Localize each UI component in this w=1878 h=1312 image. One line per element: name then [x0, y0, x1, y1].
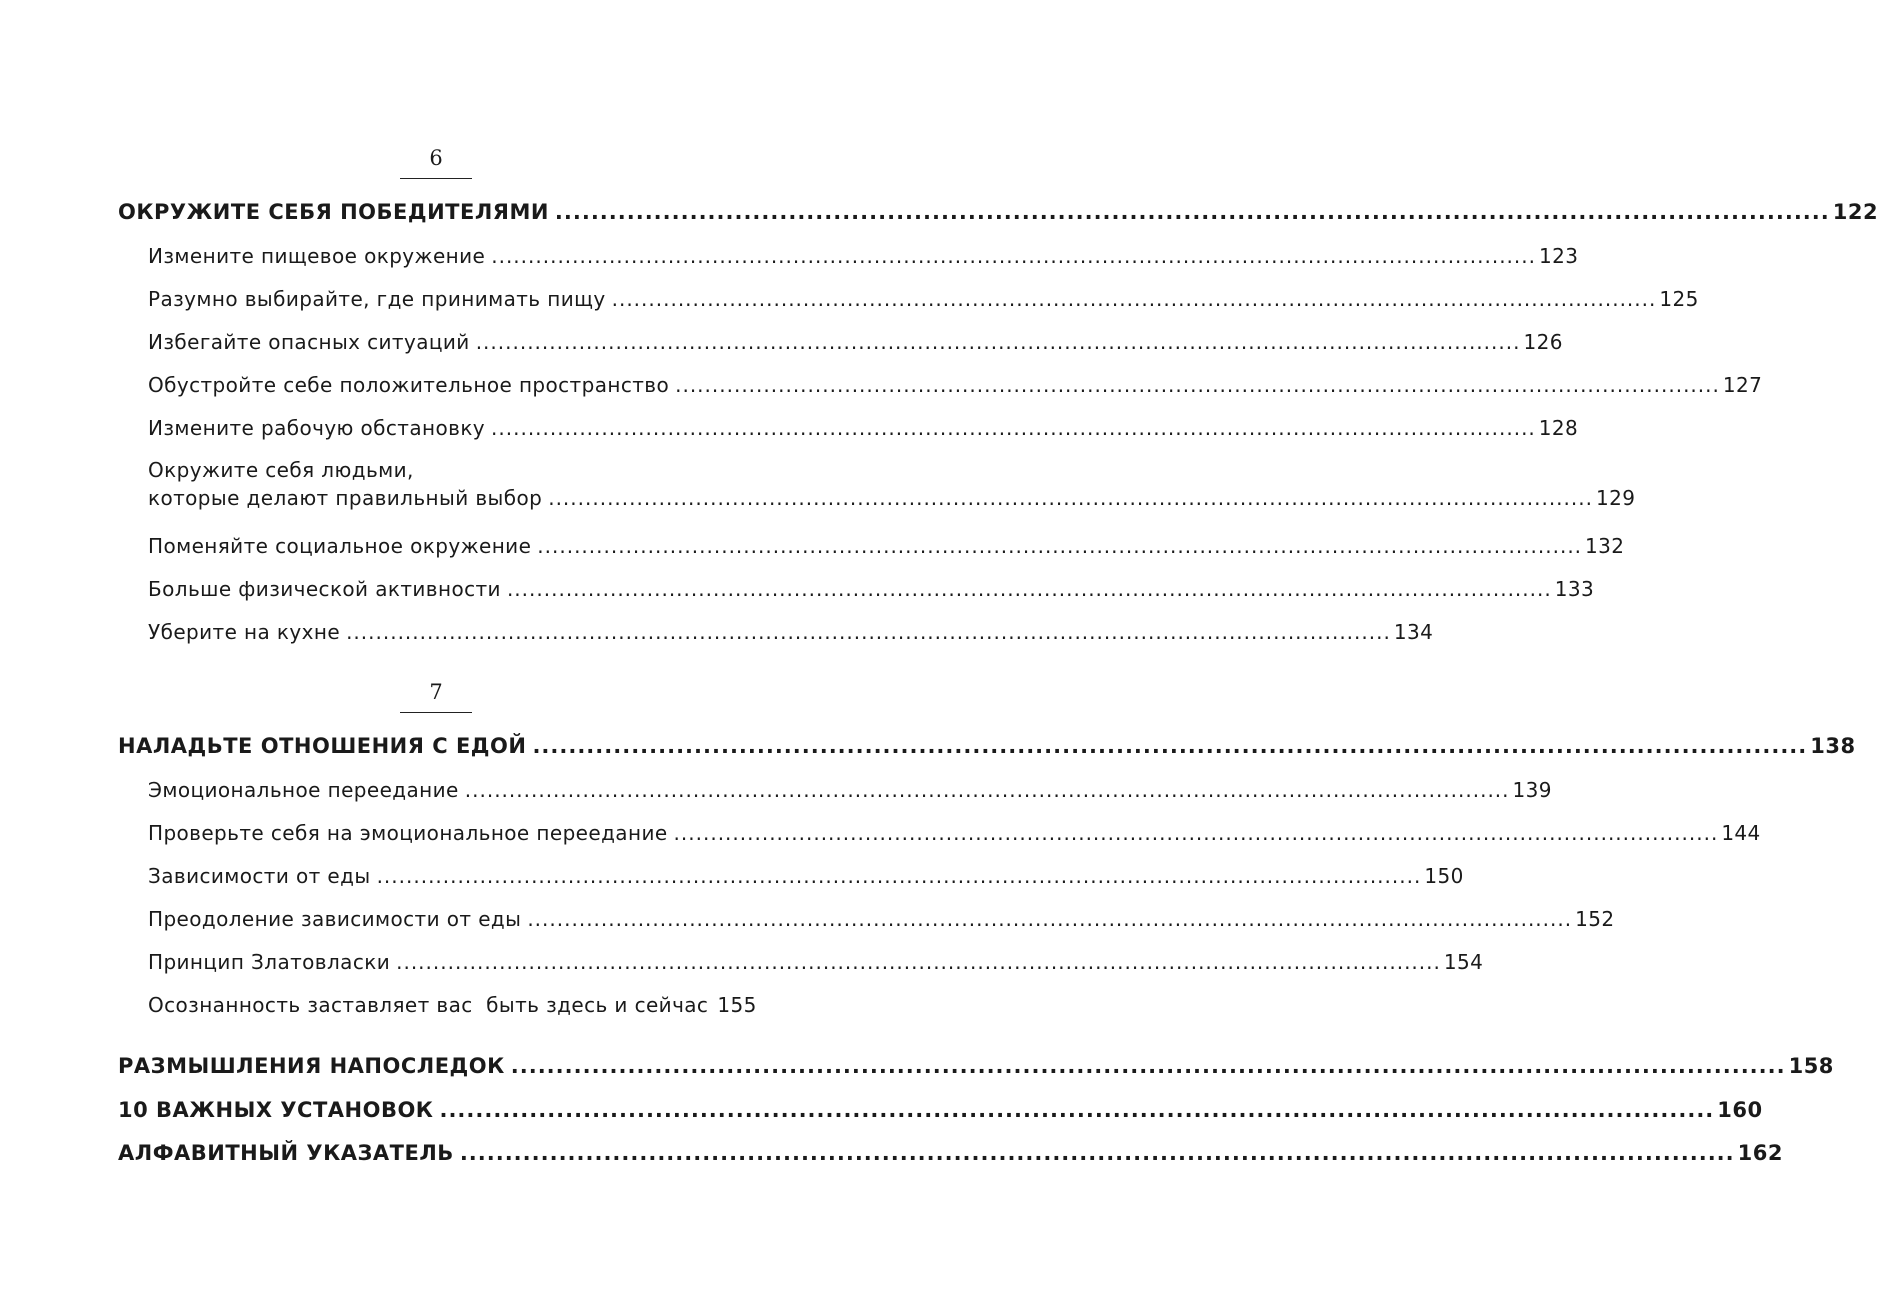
dot-leader [548, 484, 1593, 512]
chapter-divider [400, 712, 472, 713]
toc-heading-title: РАЗМЫШЛЕНИЯ НАПОСЛЕДОК [118, 1054, 505, 1078]
toc-entry[interactable] [148, 991, 757, 1019]
toc-entry[interactable] [148, 575, 1595, 603]
toc-page-number: 127 [1722, 373, 1763, 397]
toc-entry[interactable] [148, 532, 1625, 560]
toc-page-number: 129 [1595, 486, 1636, 510]
dot-leader [396, 948, 1441, 976]
toc-entry-title: Избегайте опасных ситуаций [148, 330, 470, 354]
toc-entry-title: Зависимости от еды [148, 864, 371, 888]
toc-entry[interactable] [148, 414, 1579, 442]
toc-entry-title: Больше физической активности [148, 577, 501, 601]
toc-heading-title: ОКРУЖИТЕ СЕБЯ ПОБЕДИТЕЛЯМИ [118, 200, 549, 224]
dot-leader [537, 532, 1582, 560]
toc-entry-title: Разумно выбирайте, где принимать пищу [148, 287, 606, 311]
toc-page-number: 134 [1393, 620, 1434, 644]
toc-entry-title: Измените рабочую обстановку [148, 416, 486, 440]
chapter-divider [400, 178, 472, 179]
toc-entry-title: Осознанность заставляет вас быть здесь и сейчас [148, 993, 709, 1017]
toc-page-number: 154 [1443, 950, 1484, 974]
toc-page-number: 150 [1424, 864, 1464, 888]
toc-heading-title: НАЛАДЬТЕ ОТНОШЕНИЯ С ЕДОЙ [118, 734, 527, 758]
toc-page-number: 126 [1523, 330, 1563, 354]
dot-leader [460, 1139, 1735, 1167]
dot-leader [674, 819, 1719, 847]
toc-page-number: 152 [1575, 907, 1615, 931]
toc-chapter-heading[interactable] [118, 198, 1878, 226]
toc-entry-title: Принцип Златовласки [148, 950, 391, 974]
dot-leader [675, 371, 1720, 399]
toc-entry[interactable] [148, 242, 1579, 270]
toc-entry-title: Преодоление зависимости от еды [148, 907, 522, 931]
dot-leader [511, 1052, 1786, 1080]
toc-page-number: 132 [1585, 534, 1625, 558]
dot-leader [491, 242, 1536, 270]
dot-leader [555, 198, 1830, 226]
dot-leader [532, 732, 1807, 760]
toc-entry[interactable] [148, 905, 1615, 933]
toc-page-number: 138 [1810, 734, 1856, 758]
toc-entry[interactable] [148, 371, 1763, 399]
toc-page-number: 144 [1721, 821, 1761, 845]
toc-entry-title: Проверьте себя на эмоциональное переедание [148, 821, 668, 845]
chapter-number: 7 [429, 680, 443, 704]
toc-entry[interactable] [148, 618, 1434, 646]
toc-section-heading[interactable] [118, 1139, 1783, 1167]
toc-heading-title: АЛФАВИТНЫЙ УКАЗАТЕЛЬ [118, 1141, 454, 1165]
dot-leader [491, 414, 1536, 442]
toc-page-number: 122 [1832, 200, 1878, 224]
toc-section-heading[interactable] [118, 1096, 1763, 1124]
toc-entry-title: Уберите на кухне [148, 620, 341, 644]
toc-entry-title: Эмоциональное переедание [148, 778, 459, 802]
toc-entry-title-line2: которые делают правильный выбор [148, 486, 543, 510]
toc-entry-title: Поменяйте социальное окружение [148, 534, 532, 558]
toc-page-number: 128 [1538, 416, 1579, 440]
toc-entry-title: Измените пищевое окружение [148, 244, 486, 268]
toc-entry[interactable] [148, 328, 1563, 356]
toc-page-number: 139 [1512, 778, 1552, 802]
toc-page-number: 133 [1554, 577, 1595, 601]
dot-leader [612, 285, 1657, 313]
dot-leader [465, 776, 1510, 804]
toc-heading-title: 10 ВАЖНЫХ УСТАНОВОК [118, 1098, 434, 1122]
toc-page-number: 158 [1788, 1054, 1834, 1078]
toc-entry[interactable] [148, 819, 1761, 847]
toc-page-number: 160 [1717, 1098, 1763, 1122]
toc-entry-title-line1: Окружите себя людьми, [148, 458, 414, 482]
toc-page-number: 125 [1659, 287, 1699, 311]
toc-entry[interactable] [148, 456, 1636, 512]
toc-entry[interactable] [148, 948, 1484, 976]
dot-leader [346, 618, 1391, 646]
toc-page-number: 123 [1539, 244, 1579, 268]
chapter-number: 6 [429, 146, 443, 170]
toc-entry[interactable] [148, 862, 1464, 890]
toc-entry-second-line [148, 484, 1636, 512]
toc-page-number: 162 [1737, 1141, 1783, 1165]
toc-page-number: 155 [717, 993, 757, 1017]
dot-leader [439, 1096, 1714, 1124]
dot-leader [507, 575, 1552, 603]
toc-entry[interactable] [148, 285, 1699, 313]
toc-section-heading[interactable] [118, 1052, 1834, 1080]
toc-chapter-heading[interactable] [118, 732, 1856, 760]
dot-leader [377, 862, 1422, 890]
dot-leader [476, 328, 1521, 356]
toc-entry-title: Обустройте себе положительное пространство [148, 373, 670, 397]
dot-leader [527, 905, 1572, 933]
toc-entry[interactable] [148, 776, 1552, 804]
